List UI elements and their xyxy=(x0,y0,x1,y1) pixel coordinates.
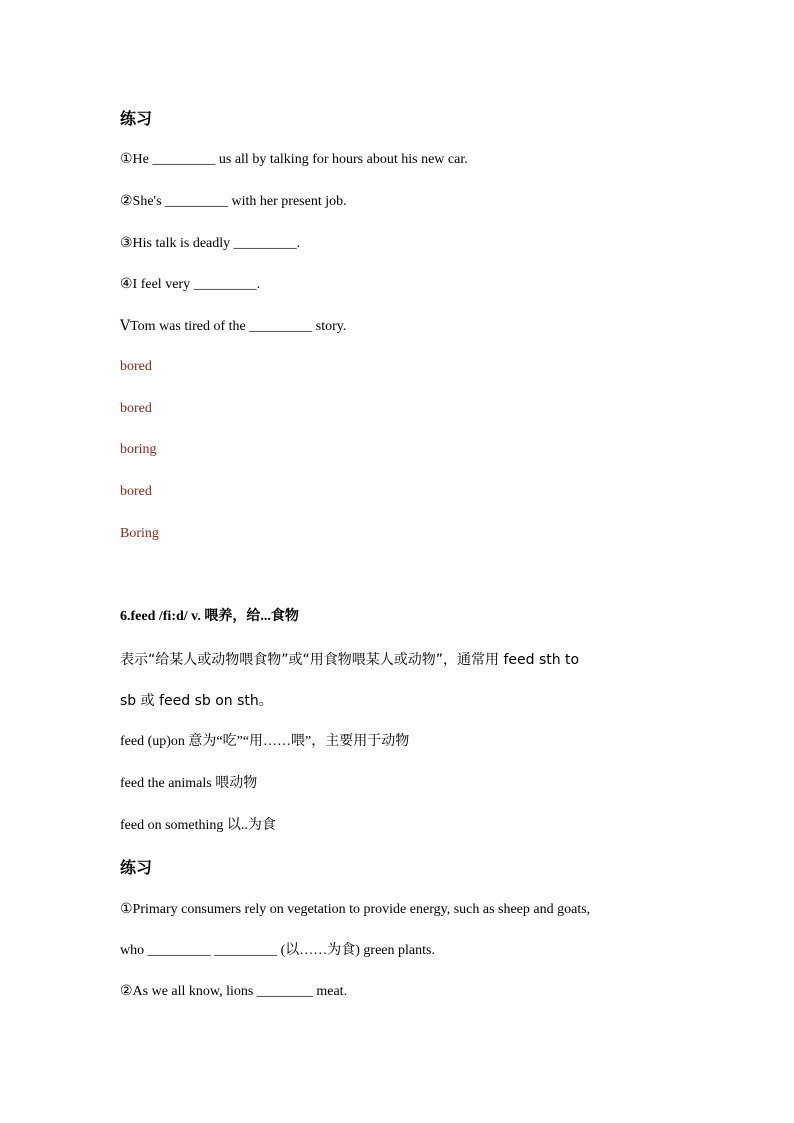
exercise2-question-1-line-2: who _________ _________ (以……为食) green plants. xyxy=(120,943,435,958)
exercise-question-5: ⅤTom was tired of the _________ story. xyxy=(120,319,347,334)
exercise-question-2: ②She's _________ with her present job. xyxy=(120,194,347,209)
exercise-question-1: ①He _________ us all by talking for hours about his new car. xyxy=(120,152,468,167)
exercise2-question-2: ②As we all know, lions ________ meat. xyxy=(120,984,348,999)
answer-4: bored xyxy=(120,484,152,499)
answer-5: Boring xyxy=(120,526,159,541)
exercise-question-3: ③His talk is deadly _________. xyxy=(120,236,301,251)
practice-heading: 练习 xyxy=(120,109,153,128)
exercise2-question-1-line-1: ①Primary consumers rely on vegetation to provide energy, such as sheep and goats, xyxy=(120,902,591,917)
explanation-line-2: sb 或 feed sb on sth。 xyxy=(120,693,273,709)
explanation-line-1: 表示“给某人或动物喂食物”或“用食物喂某人或动物”，通常用 feed sth to xyxy=(120,652,580,668)
answer-1: bored xyxy=(120,359,152,374)
exercise-question-4: ④I feel very _________. xyxy=(120,277,261,292)
usage-line-3: feed on something 以..为食 xyxy=(120,818,276,833)
usage-line-2: feed the animals 喂动物 xyxy=(120,776,258,791)
answer-2: bored xyxy=(120,401,152,416)
usage-line-1: feed (up)on 意为“吃”“用……喂”，主要用于动物 xyxy=(120,734,410,749)
answer-3: boring xyxy=(120,442,157,457)
practice-heading-2: 练习 xyxy=(120,858,153,877)
vocab-entry-title: 6.feed /fi:d/ v. 喂养，给...食物 xyxy=(120,609,299,624)
